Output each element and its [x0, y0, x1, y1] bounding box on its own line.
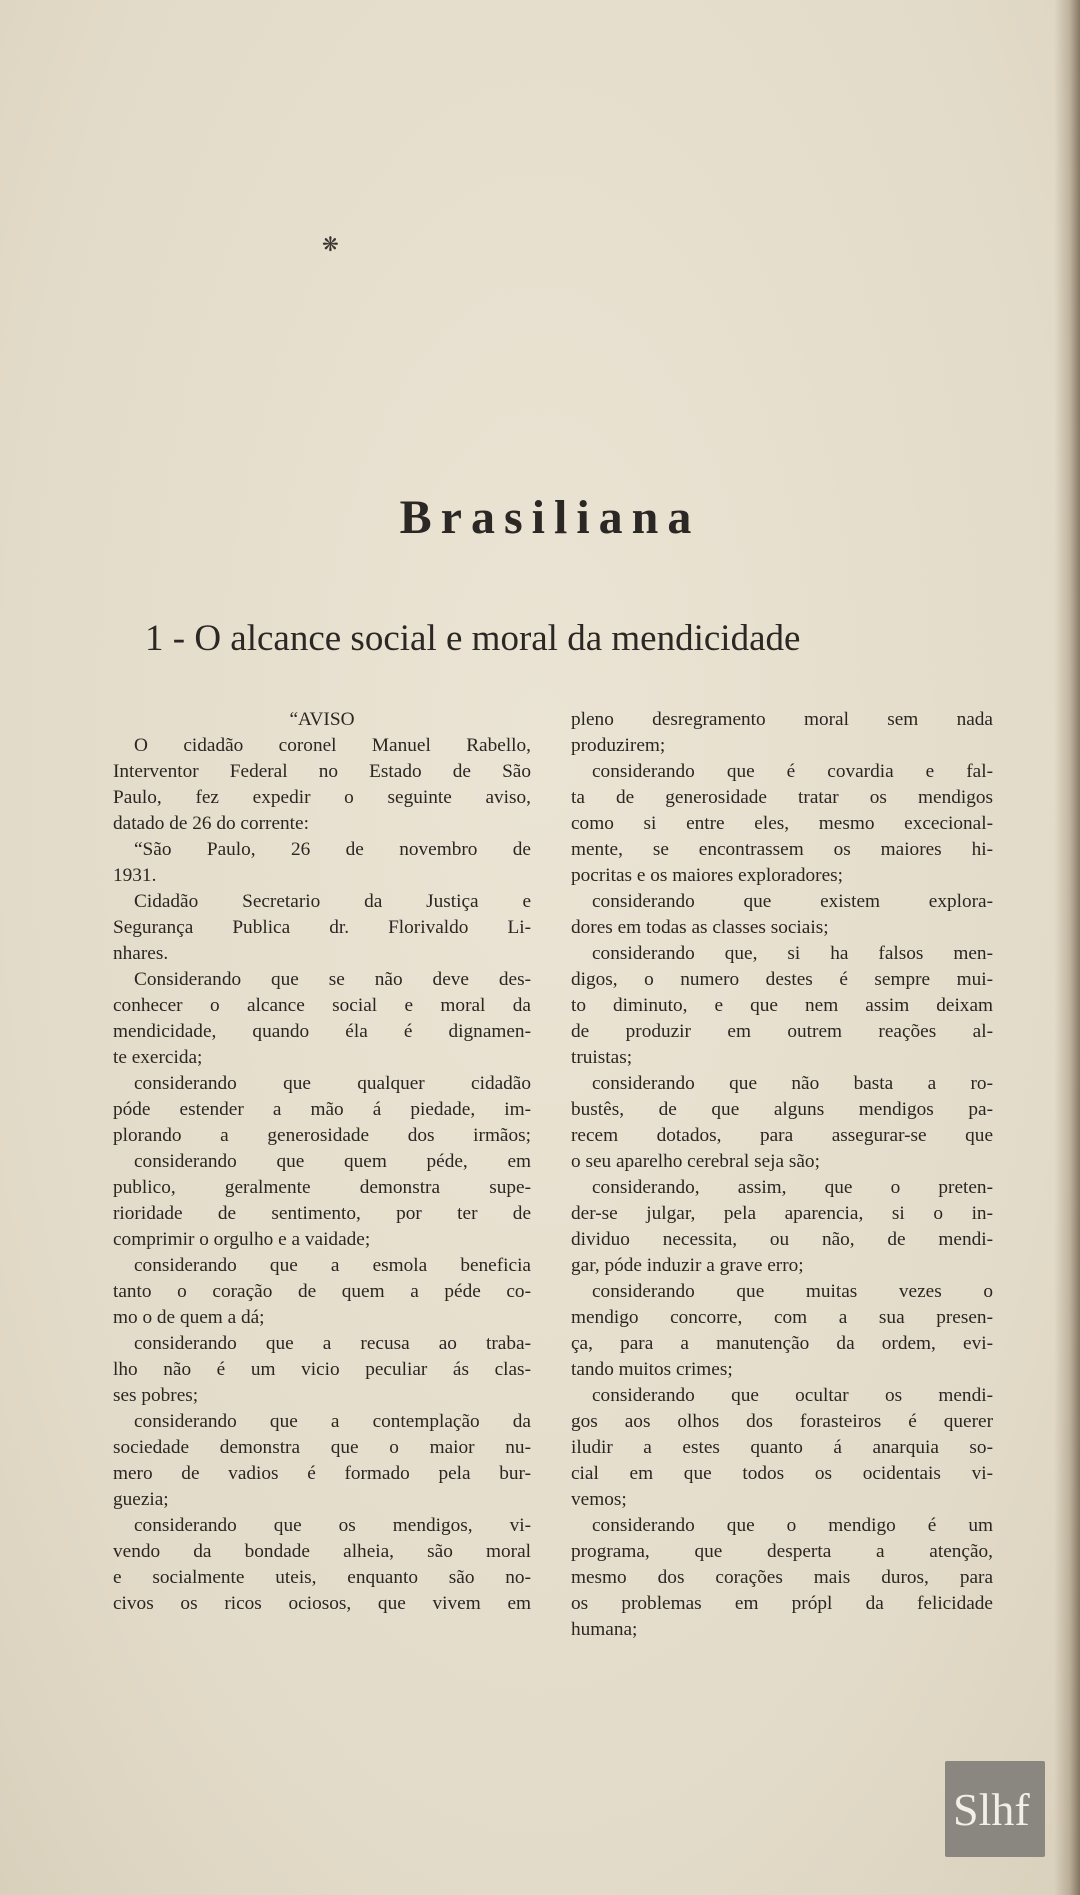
text-line: conhecer o alcance social e moral da: [113, 995, 531, 1016]
text-line: considerando que existem explora-: [592, 891, 993, 912]
text-line: gos aos olhos dos forasteiros é querer: [571, 1411, 993, 1432]
text-line: Considerando que se não deve des-: [134, 969, 531, 990]
text-line: digos, o numero destes é sempre mui-: [571, 969, 993, 990]
text-line: civos os ricos ociosos, que vivem em: [113, 1593, 531, 1614]
text-line: os problemas em própl da felicidade: [571, 1593, 993, 1614]
text-line: “São Paulo, 26 de novembro de: [134, 839, 531, 860]
text-line: considerando que a contemplação da: [134, 1411, 531, 1432]
text-line: comprimir o orgulho e a vaidade;: [113, 1229, 371, 1250]
text-line: tando muitos crimes;: [571, 1359, 733, 1380]
text-line: Segurança Publica dr. Florivaldo Li-: [113, 917, 531, 938]
text-line: considerando que ocultar os mendi-: [592, 1385, 993, 1406]
text-line: e socialmente uteis, enquanto são no-: [113, 1567, 531, 1588]
text-line: nhares.: [113, 943, 169, 964]
text-line: vemos;: [571, 1489, 627, 1510]
text-line: iludir a estes quanto á anarquia so-: [571, 1437, 993, 1458]
right-text-column: [571, 707, 993, 1643]
text-line: dores em todas as classes sociais;: [571, 917, 829, 938]
text-line: Interventor Federal no Estado de São: [113, 761, 531, 782]
text-line: como si entre eles, mesmo excecional-: [571, 813, 993, 834]
text-line: considerando que o mendigo é um: [592, 1515, 993, 1536]
chapter-title: 1 - O alcance social e moral da mendicidade: [145, 618, 801, 659]
text-line: considerando que quem péde, em: [134, 1151, 531, 1172]
text-line: considerando que é covardia e fal-: [592, 761, 993, 782]
text-line: pleno desregramento moral sem nada: [571, 709, 993, 730]
logo-text: Slhf: [953, 1784, 1030, 1835]
left-text-column: [113, 707, 531, 1617]
text-line: pocritas e os maiores exploradores;: [571, 865, 843, 886]
text-line: mendigo concorre, com a sua presen-: [571, 1307, 993, 1328]
text-line: dividuo necessita, ou não, de mendi-: [571, 1229, 993, 1250]
text-line: 1931.: [113, 865, 157, 886]
page-edge-shadow: [1054, 0, 1080, 1895]
text-line: vendo da bondade alheia, são moral: [113, 1541, 531, 1562]
text-line: guezia;: [113, 1489, 169, 1510]
slhf-logo-icon: [945, 1761, 1045, 1857]
text-line: lho não é um vicio peculiar ás clas-: [113, 1359, 531, 1380]
text-line: mente, se encontrassem os maiores hi-: [571, 839, 993, 860]
text-line: to diminuto, e que nem assim deixam: [571, 995, 993, 1016]
text-line: considerando que, si ha falsos men-: [592, 943, 993, 964]
text-line: “AVISO: [289, 709, 355, 730]
text-line: Paulo, fez expedir o seguinte aviso,: [113, 787, 531, 808]
text-line: cial em que todos os ocidentais vi-: [571, 1463, 993, 1484]
text-line: Cidadão Secretario da Justiça e: [134, 891, 531, 912]
text-line: considerando que muitas vezes o: [592, 1281, 993, 1302]
text-line: tanto o coração de quem a péde co-: [113, 1281, 531, 1302]
text-line: considerando que qualquer cidadão: [134, 1073, 531, 1094]
text-line: de produzir em outrem reações al-: [571, 1021, 993, 1042]
text-line: considerando que a recusa ao traba-: [134, 1333, 531, 1354]
text-line: mero de vadios é formado pela bur-: [113, 1463, 531, 1484]
text-line: humana;: [571, 1619, 638, 1640]
text-line: considerando que os mendigos, vi-: [134, 1515, 531, 1536]
text-line: der-se julgar, pela aparencia, si o in-: [571, 1203, 993, 1224]
text-line: considerando, assim, que o preten-: [592, 1177, 993, 1198]
text-line: plorando a generosidade dos irmãos;: [113, 1125, 531, 1146]
text-line: recem dotados, para assegurar-se que: [571, 1125, 993, 1146]
text-line: o seu aparelho cerebral seja são;: [571, 1151, 820, 1172]
text-line: mendicidade, quando éla é dignamen-: [113, 1021, 531, 1042]
text-line: gar, póde induzir a grave erro;: [571, 1255, 804, 1276]
series-title: Brasiliana: [399, 491, 701, 544]
text-line: considerando que não basta a ro-: [592, 1073, 993, 1094]
text-line: te exercida;: [113, 1047, 203, 1068]
text-line: mesmo dos corações mais duros, para: [571, 1567, 993, 1588]
text-line: rioridade de sentimento, por ter de: [113, 1203, 531, 1224]
text-line: truistas;: [571, 1047, 633, 1068]
text-line: considerando que a esmola beneficia: [134, 1255, 531, 1276]
text-line: produzirem;: [571, 735, 666, 756]
text-line: O cidadão coronel Manuel Rabello,: [134, 735, 531, 756]
text-line: datado de 26 do corrente:: [113, 813, 309, 834]
text-line: publico, geralmente demonstra supe-: [113, 1177, 531, 1198]
text-line: sociedade demonstra que o maior nu-: [113, 1437, 531, 1458]
ink-mark: ❋: [322, 234, 339, 256]
text-line: programa, que desperta a atenção,: [571, 1541, 993, 1562]
text-line: ta de generosidade tratar os mendigos: [571, 787, 993, 808]
text-line: bustês, de que alguns mendigos pa-: [571, 1099, 993, 1120]
text-line: ça, para a manutenção da ordem, evi-: [571, 1333, 993, 1354]
text-line: póde estender a mão á piedade, im-: [113, 1099, 531, 1120]
text-line: mo o de quem a dá;: [113, 1307, 265, 1328]
text-line: ses pobres;: [113, 1385, 199, 1406]
